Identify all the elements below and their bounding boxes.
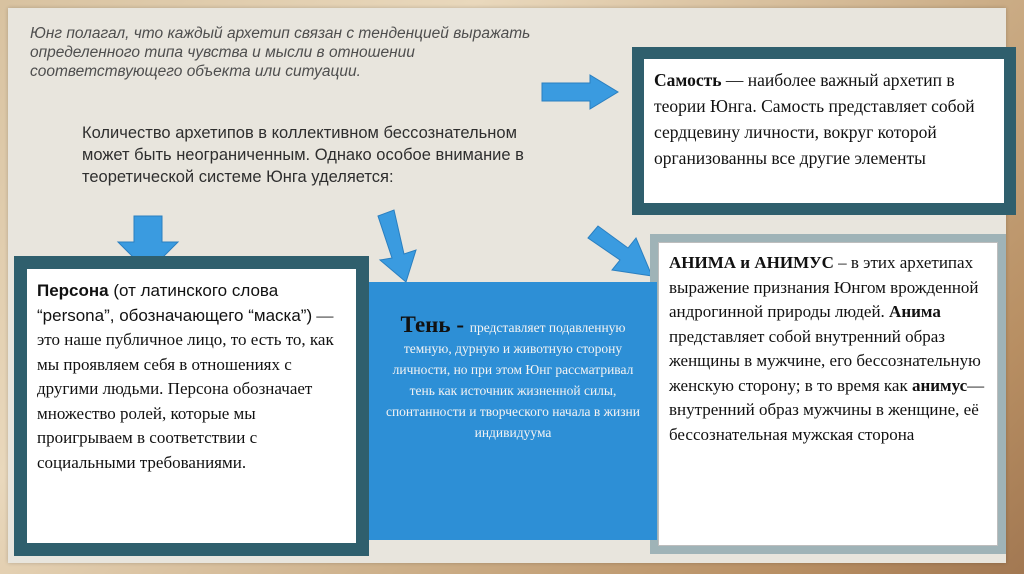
anima-animus-card (650, 234, 1006, 554)
anima-text-3: — внутренний образ мужчины в женщине, её бессознательная мужская сторона (669, 375, 985, 444)
samost-card (632, 47, 1016, 215)
arrow-down-to-ten-icon (368, 208, 424, 284)
anima-title: АНИМА и АНИМУС (669, 253, 834, 272)
intro-regular-text: Количество архетипов в коллективном бессознательном может быть неограниченным. Однако особое внимание в теоретической системе Юнга уделяется: (82, 124, 524, 186)
persona-text: — это наше публичное лицо, то есть то, как мы проявляем себя в отношениях с другими людьми. Персона обозначает множество ролей, которые мы проигрываем в соответствии с социальными требованиями. (37, 305, 334, 472)
animus-word: анимус (911, 375, 968, 395)
ten-title: Тень - (400, 312, 470, 337)
ten-card (369, 282, 657, 540)
samost-title: Самость (654, 70, 722, 90)
ten-text: представляет подавленную темную, дурную и животную сторону личности, но при этом Юнг рассматривал тень как источник жизненной силы, спонтанности и творческого начала в жизни индивидуума (385, 320, 641, 440)
samost-text: — наиболее важный архетип в теории Юнга. Самость представляет собой сердцевину личности, вокруг которой организованны все другие элементы (654, 70, 975, 168)
persona-intro: (от латинского слова “persona”, обозначающего “маска”) (37, 281, 313, 325)
anima-word: Анима (889, 302, 941, 321)
persona-card (14, 256, 369, 556)
persona-title: Персона (37, 281, 109, 300)
arrow-right-to-samost-icon (540, 74, 620, 110)
anima-text-2: представляет собой внутренний образ женщины в мужчине, его бессознательную женскую сторону; в то время как (669, 326, 981, 395)
anima-text-1: – в этих архетипах выражение признания Юнгом врожденной андрогинной природы людей. (669, 253, 979, 321)
intro-italic-text: Юнг полагал, что каждый архетип связан с тенденцией выражать определенного типа чувства и мысли в отношении соответствующего объекта или ситуации. (30, 25, 531, 80)
arrow-diagonal-to-anima-icon (586, 222, 656, 280)
